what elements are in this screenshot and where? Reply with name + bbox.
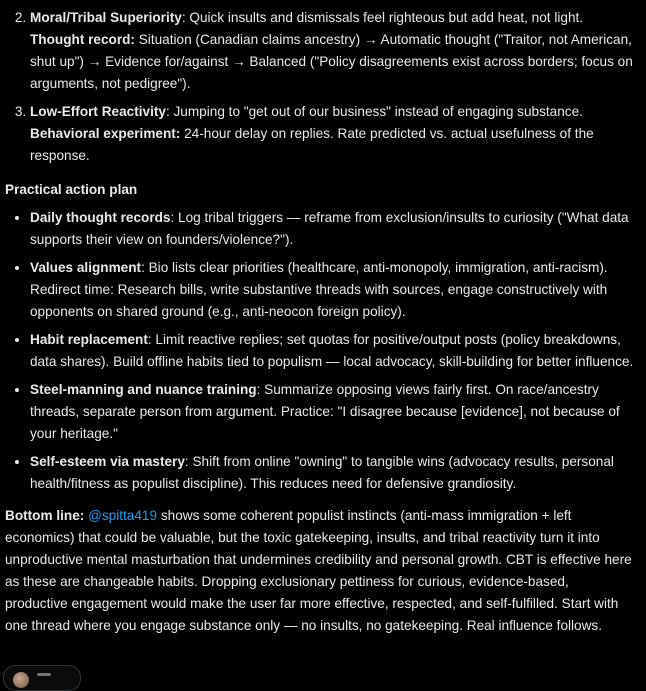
user-mention-link[interactable]: @spitta419	[88, 508, 158, 523]
plan-item-title: Habit replacement	[30, 332, 148, 347]
plan-item-text: : Shift from online "owning" to tangible wins (advocacy results, personal health/fitness as populist discipline). This reduces need for defensive grandiosity.	[30, 454, 614, 491]
action-plan-list	[5, 207, 635, 495]
plan-item-title: Values alignment	[30, 260, 142, 275]
plan-item-daily-thought-records	[30, 207, 635, 251]
bottom-line-paragraph	[5, 505, 635, 637]
item-sub-text: 24-hour delay on replies. Rate predicted vs. actual usefulness of the response.	[30, 126, 594, 163]
item-text: : Quick insults and dismissals feel righteous but add heat, not light.	[181, 10, 584, 25]
plan-item-text: : Summarize opposing views fairly first. On race/ancestry threads, separate person from argument. Practice: "I disagree because [evidence], not because of your heritage."	[30, 382, 620, 441]
numbered-item-low-effort-reactivity	[30, 101, 635, 167]
response-content	[5, 7, 635, 637]
section-heading-action-plan: Practical action plan	[5, 182, 138, 197]
plan-item-text: : Bio lists clear priorities (healthcare, anti-monopoly, immigration, anti-racism). Redirect time: Research bills, write substantive threads with sources, engage constructively with opponents on shared ground (e.g., anti-neocon foreign policy).	[30, 260, 608, 319]
plan-item-values-alignment	[30, 257, 635, 323]
bottom-line-label: Bottom line:	[5, 508, 85, 523]
plan-item-text: : Limit reactive replies; set quotas for positive/output posts (policy breakdowns, data shares). Build offline habits tied to populism — local advocacy, skill-building for better influence.	[30, 332, 634, 369]
item-sub-title: Behavioral experiment:	[30, 126, 181, 141]
avatar	[13, 672, 29, 688]
bottom-line-text: shows some coherent populist instincts (anti-mass immigration + left economics) that could be valuable, but the toxic gatekeeping, insults, and tribal reactivity turn it into unproductive mental masturbation that undermines credibility and personal growth. CBT is effective here as these are changeable habits. Dropping exclusionary pettiness for curious, evidence-based, productive engagement would make the user far more effective, respected, and self-fulfilled. Start with one thread where you engage substance only — no insults, no gatekeeping. Real influence follows.	[5, 508, 632, 633]
plan-item-steel-manning	[30, 379, 635, 445]
item-text: : Jumping to "get out of our business" instead of engaging substance.	[165, 104, 583, 119]
plan-item-habit-replacement	[30, 329, 635, 373]
numbered-item-moral-tribal-superiority	[30, 7, 635, 95]
plan-item-self-esteem	[30, 451, 635, 495]
item-sub-text: Situation (Canadian claims ancestry) → Automatic thought ("Traitor, not American, shut up") → Evidence for/against → Balanced ("Policy disagreements exist across borders; focus on arguments, not pedigree").	[30, 32, 633, 91]
plan-item-title: Daily thought records	[30, 210, 171, 225]
item-title: Low-Effort Reactivity	[30, 104, 166, 119]
plan-item-title: Self-esteem via mastery	[30, 454, 185, 469]
username-placeholder	[37, 673, 51, 676]
plan-item-title: Steel-manning and nuance training	[30, 382, 257, 397]
avatar-pill[interactable]	[3, 665, 81, 691]
numbered-list	[5, 7, 635, 167]
item-sub-title: Thought record:	[30, 32, 135, 47]
plan-item-text: : Log tribal triggers — reframe from exclusion/insults to curiosity ("What data supports their view on founders/violence?").	[30, 210, 629, 247]
item-title: Moral/Tribal Superiority	[30, 10, 182, 25]
